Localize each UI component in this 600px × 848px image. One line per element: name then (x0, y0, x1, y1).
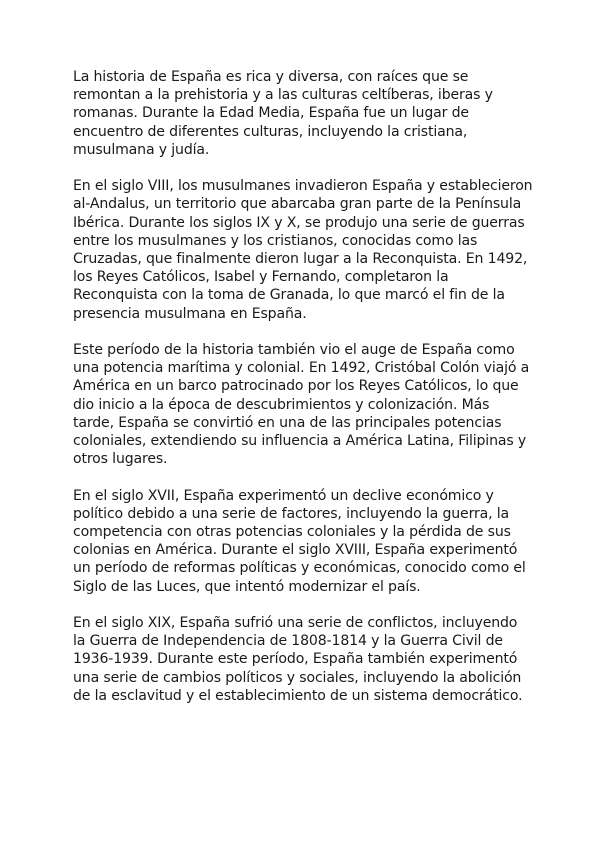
paragraph-decline-reforms: En el siglo XVII, España experimentó un declive económico y político debido a una serie de factores, incluyendo la guerra, la competencia con otras potencias coloniales y la pérdida de sus colonias en América. Durante el siglo XVIII, España experimentó un período de reformas políticas y económicas, conocido como el Siglo de las Luces, que intentó modernizar el país. (73, 487, 526, 595)
document-body (73, 68, 533, 705)
paragraph-prehistory: La historia de España es rica y diversa, con raíces que se remontan a la prehistoria y a las culturas celtíberas, iberas y romanas. Durante la Edad Media, España fue un lugar de encuentro de diferentes culturas, incluyendo la cristiana, musulmana y judía. (73, 69, 493, 158)
paragraph-colonial-power: Este período de la historia también vio el auge de España como una potencia marítima y colonial. En 1492, Cristóbal Colón viajó a América en un barco patrocinado por los Reyes Católicos, lo que dio inicio a la época de descubrimientos y colonización. Más tarde, España se convirtió en una de las principales potencias coloniales, extendiendo su influencia a América Latina, Filipinas y otros lugares. (73, 342, 530, 468)
paragraph-nineteenth-century: En el siglo XIX, España sufrió una serie de conflictos, incluyendo la Guerra de Independencia de 1808-1814 y la Guerra Civil de 1936-1939. Durante este período, España también experimentó una serie de cambios políticos y sociales, incluyendo la abolición de la esclavitud y el establecimiento de un sistema democrático. (73, 615, 523, 704)
paragraph-al-andalus: En el siglo VIII, los musulmanes invadieron España y establecieron al-Andalus, un territorio que abarcaba gran parte de la Península Ibérica. Durante los siglos IX y X, se produjo una serie de guerras entre los musulmanes y los cristianos, conocidas como las Cruzadas, que finalmente dieron lugar a la Reconquista. En 1492, los Reyes Católicos, Isabel y Fernando, completaron la Reconquista con la toma de Granada, lo que marcó el fin de la presencia musulmana en España. (73, 178, 533, 322)
